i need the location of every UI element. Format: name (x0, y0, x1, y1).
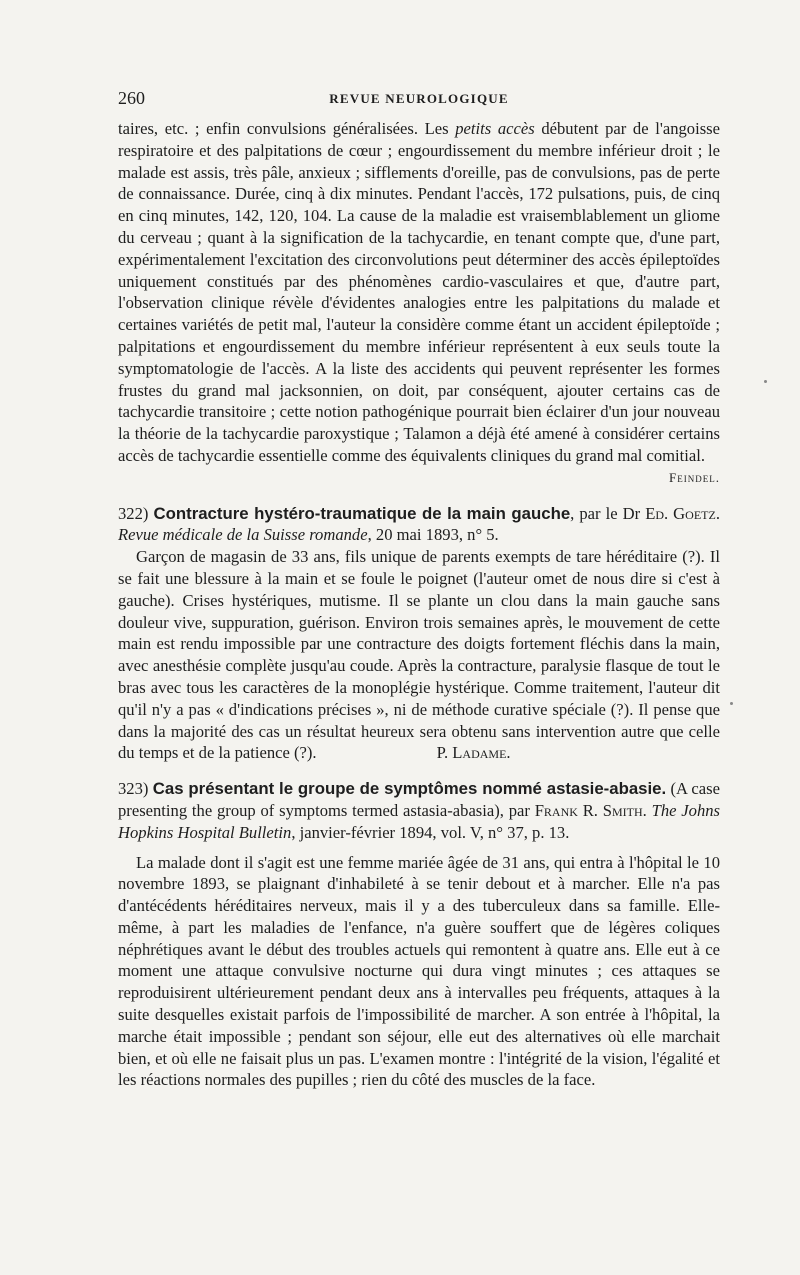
article-321-continuation: taires, etc. ; enfin convulsions généralisées. Les petits accès débutent par de l'angoisse respiratoire et des palpitations de cœur ; engourdissement du membre inférieur droit ; le malade est assis, très pâle, anxieux ; sifflements d'oreille, pas de convulsions, pas de perte de connaissance. Durée, cinq à dix minutes. Pendant l'accès, 172 pulsations, puis, de cinq en cinq minutes, 142, 120, 104. La cause de la maladie est vraisemblablement un gliome du cerveau ; quant à la signification de la tachycardie, en tenant compte que, d'une part, expérimentalement l'excitation des circonvolutions peut déterminer des accès épileptoïdes uniquement constitués par des phénomènes cardio-vasculaires et que, d'autre part, l'observation clinique révèle d'évidentes analogies entre les palpitations du malade et certaines variétés de petit mal, l'auteur la considère comme étant un accident épileptoïde ; palpitations et engourdissement du membre inférieur représentent à eux seuls toute la symptomatologie de l'accès. A la liste des accidents qui peuvent représenter les formes frustes du grand mal jacksonnien, on doit, par conséquent, ajouter certains cas de tachycardie transitoire ; cette notion pathogénique pourrait bien éclairer d'un jour nouveau la théorie de la tachycardie paroxystique ; Talamon a déjà été amené à considérer certains accès de tachycardie essentielle comme des équivalents cliniques du grand mal comitial. (118, 119, 720, 465)
paper-speck (730, 702, 733, 705)
article-author: Ed. Goetz (645, 503, 716, 523)
article-322-heading: 322) Contracture hystéro-traumatique de la main gauche, par le Dr Ed. Goetz. Revue médicale de la Suisse romande, 20 mai 1893, n° 5. (118, 503, 720, 545)
article-323-body: La malade dont il s'agit est une femme mariée âgée de 31 ans, qui entra à l'hôpital le 10 novembre 1893, se plaignant d'inhabileté à se tenir debout et à marcher. Elle n'a pas d'antécédents héréditaires nerveux, mais il y a des tuberculeux dans sa famille. Elle-même, à part les maladies de l'enfance, n'a guère souffert que de légères coliques néphrétiques avant le début des troubles actuels qui remontent à quatre ans. Elle eut à ce moment une attaque convulsive nocturne qui dura vingt minutes ; ces attaques se reproduisirent ultérieurement pendant deux ans à intervalles peu fréquents, attaques à la suite desquelles existait parfois de l'impossibilité de marcher. A son entrée à l'hôpital, la marche était impossible ; pendant son séjour, elle eut des alternatives où elle marchait bien, et où elle ne faisait plus un pas. L'examen montre : l'intégrité de la vision, l'égalité et les réactions normales des pupilles ; rien du côté des muscles de la face. (118, 852, 720, 1090)
article-author: Frank R. Smith (534, 800, 643, 820)
article-title: Contracture hystéro-traumatique de la main gauche (153, 503, 571, 523)
signature-ladame: P. Ladame. (436, 743, 511, 763)
page-number: 260 (118, 88, 145, 108)
running-title: REVUE NEUROLOGIQUE (329, 91, 509, 106)
article-323-heading: 323) Cas présentant le groupe de symptômes nommé astasie-abasie. (A case presenting the group of symptoms termed astasia-abasia), par Frank R. Smith. The Johns Hopkins Hospital Bulletin, janvier-février 1894, vol. V, n° 37, p. 13. (118, 779, 720, 842)
article-title: Cas présentant le groupe de symptômes nommé astasie-abasie. (152, 779, 667, 799)
article-322-body: Garçon de magasin de 33 ans, fils unique de parents exempts de tare héréditaire (?). Il se fait une blessure à la main et se foule le poignet (l'auteur omet de nous dire si c'est à gauche). Crises hystériques, mutisme. Il se plante un clou dans la main gauche sans douleur vive, suppuration, guérison. Environ trois semaines après, le mouvement de cette main est rendu impossible par une contracture des doigts fortement fléchis dans la main, avec anesthésie complète jusqu'au coude. Après la contracture, paralysie flasque de tout le bras avec tous les caractères de la monoplégie hystérique. Comme traitement, l'auteur dit qu'il n'y a pas « d'indications précises », ni de méthode curative spéciale (?). Il pense que dans la majorité des cas un résultat heureux sera obtenu sans intervention autre que celle du temps et de la patience (?). P. Ladame. (118, 547, 720, 763)
page-header (118, 88, 720, 112)
article-number: 323) (118, 779, 149, 799)
page-body (118, 118, 720, 1091)
article-number: 322) (118, 503, 149, 523)
journal-title: The Johns Hopkins Hospital Bulletin (118, 800, 720, 842)
journal-title: Revue médicale de la Suisse romande (118, 525, 368, 545)
signature-feindel: Feindel. (669, 469, 720, 485)
emphasis: petits accès (455, 119, 535, 138)
paper-speck (764, 380, 767, 383)
